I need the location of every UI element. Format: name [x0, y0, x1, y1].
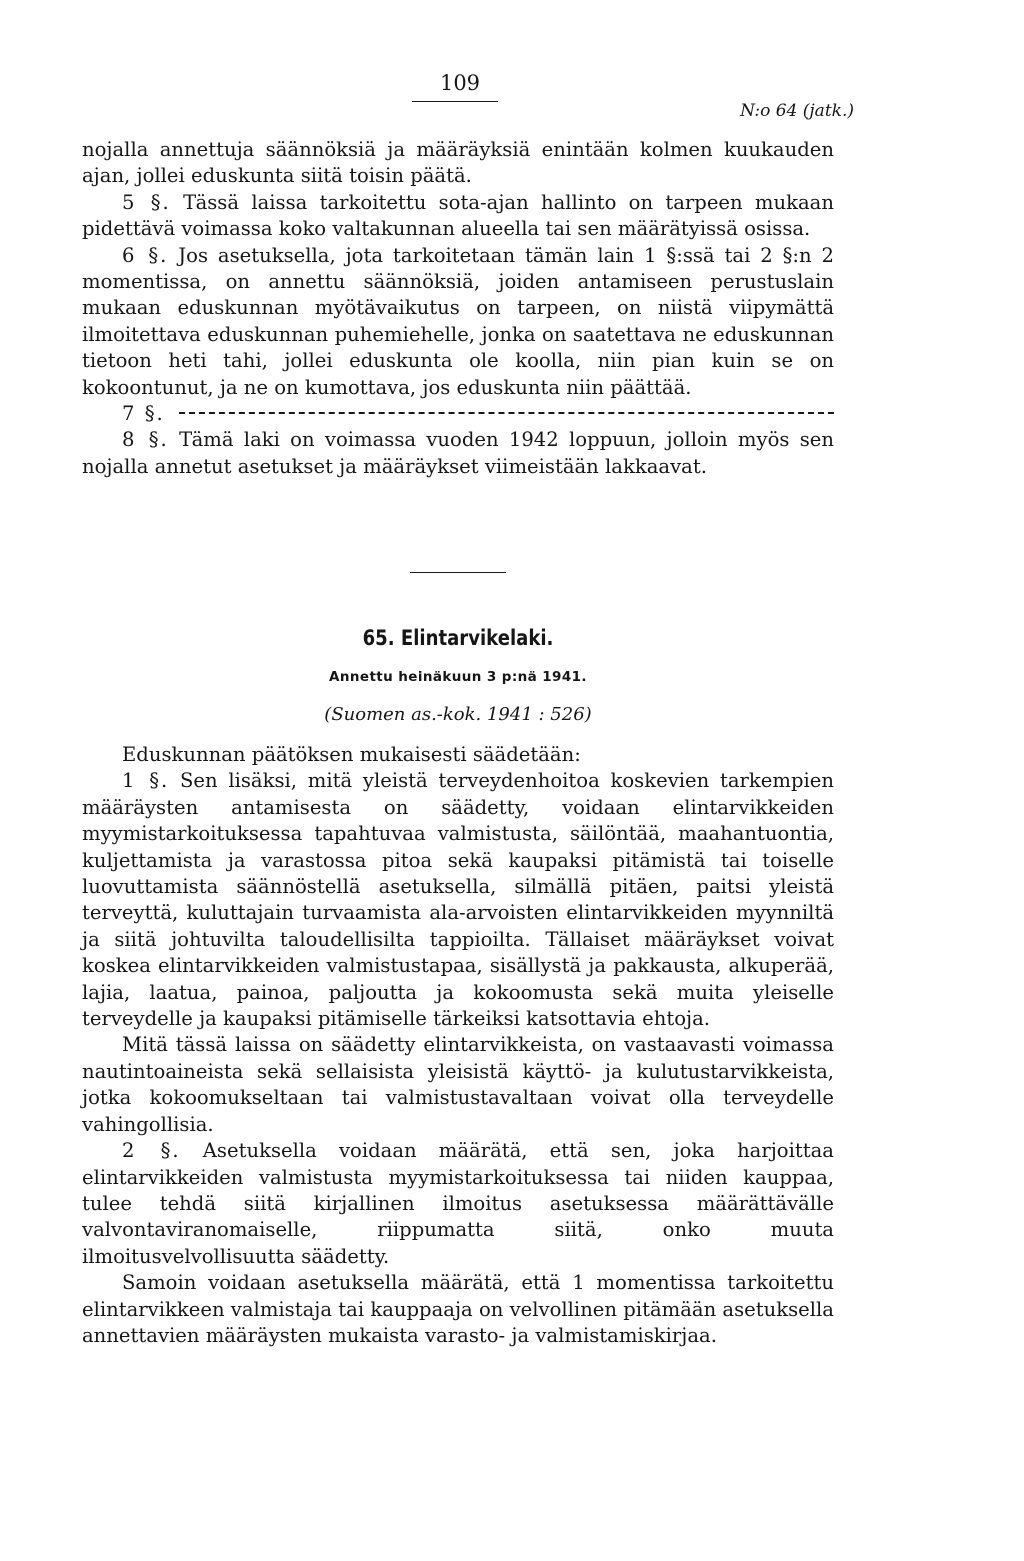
section-2-paragraph — [82, 1138, 834, 1270]
previous-law-text — [82, 137, 834, 480]
section-5-paragraph — [82, 190, 834, 243]
document-page — [82, 0, 854, 1561]
section-text: Tämä laki on voimassa vuoden 1942 loppuun, jolloin myös sen nojalla annetut asetukset ja määräykset viimeistään lakkaavat. — [82, 428, 834, 478]
section-text: Tässä laissa tarkoitettu sota-ajan hallinto on tarpeen mukaan pidettävä voimassa koko valtakunnan alueella tai sen määrätyissä osissa. — [82, 190, 834, 241]
omission-dashes — [179, 412, 834, 414]
section-2-moment-2-paragraph: Samoin voidaan asetuksella määrätä, että 1 momentissa tarkoitettu elintarvikkeen valmistaja tai kauppaaja on velvollinen pitämään asetuksella annettavien määräysten mukaista varasto- ja valmistamiskirjaa. — [82, 1271, 834, 1347]
section-label: 6 §. — [122, 243, 169, 267]
law-reference: (Suomen as.-kok. 1941 : 526) — [324, 704, 592, 725]
section-label: 8 §. — [122, 428, 169, 452]
law-date: Annettu heinäkuun 3 p:nä 1941. — [329, 669, 587, 685]
section-text: Sen lisäksi, mitä yleistä terveydenhoitoa koskevien tarkempien määräysten antamisesta on säädetty, voidaan elintarvikkeiden myymistarkoituksessa tapahtuvaa valmistusta, säilöntää, maahantuontia, kuljettamista ja varastossa pitoa sekä kaupaksi pitämistä tai toiselle luovuttamista säännöstellä asetuksella, silmällä pitäen, paitsi yleistä terveyttä, kuluttajain turvaamista ala-arvoisten elintarvikkeiden myynniltä ja siitä johtuvilta taloudellisilta tappioilta. Tällaiset määräykset voivat koskea elintarvikkeiden valmistustapaa, sisällystä ja pakkausta, alkuperää, lajia, laatua, painoa, paljoutta ja kokoomusta sekä muita yleiselle terveydelle ja kaupaksi pitämiselle tärkeiksi katsottavia ehtoja. — [82, 769, 834, 1031]
section-label: 5 §. — [122, 190, 171, 214]
preamble-paragraph: Eduskunnan päätöksen mukaisesti säädetään: — [122, 743, 581, 766]
section-text: Asetuksella voidaan määrätä, että sen, joka harjoittaa elintarvikkeiden valmistusta myymistarkoituksessa tai niiden kauppaa, tulee tehdä siitä kirjallinen ilmoitus asetuksessa määrättävälle valvontaviranomaiselle, riippumatta siitä, onko muuta ilmoitusvelvollisuutta säädetty. — [82, 1139, 834, 1268]
section-label: 1 §. — [122, 769, 170, 793]
section-6-paragraph — [82, 243, 834, 401]
section-1-moment-2-paragraph: Mitä tässä laissa on säädetty elintarvikkeista, on vastaavasti voimassa nautintoaineista sekä sellaisista yleisistä käyttö- ja kulutustarvikkeista, jotka kokoomukseltaan tai valmistustavaltaan voivat olla terveydelle vahingollisia. — [82, 1033, 834, 1136]
section-text: Jos asetuksella, jota tarkoitetaan tämän lain 1 §:ssä tai 2 §:n 2 momentissa, on annettu säännöksiä, joiden antamiseen perustuslain mukaan eduskunnan myötävaikutus on tarpeen, on niistä viipymättä ilmoitettava eduskunnan puhemiehelle, jonka on saatettava ne eduskunnan tietoon heti tahi, jollei eduskunta ole koolla, niin pian kuin se on kokoontunut, ja ne on kumottava, jos eduskunta niin päättää. — [82, 243, 834, 399]
continuation-paragraph: nojalla annettuja säännöksiä ja määräyksiä enintään kolmen kuukauden ajan, jollei eduskunta siitä toisin päätä. — [82, 138, 834, 188]
page-number: 109 — [439, 71, 481, 95]
page-number-rule — [412, 101, 498, 102]
law-title: 65. Elintarvikelaki. — [362, 626, 554, 650]
new-law-text — [82, 742, 834, 1349]
section-label: 2 §. — [122, 1139, 181, 1163]
running-head: N:o 64 (jatk.) — [740, 101, 854, 121]
separator-rule — [410, 572, 506, 573]
section-8-paragraph — [82, 427, 834, 480]
section-7-omitted — [82, 401, 834, 427]
section-1-paragraph — [82, 768, 834, 1032]
section-label: 7 §. — [122, 402, 165, 426]
